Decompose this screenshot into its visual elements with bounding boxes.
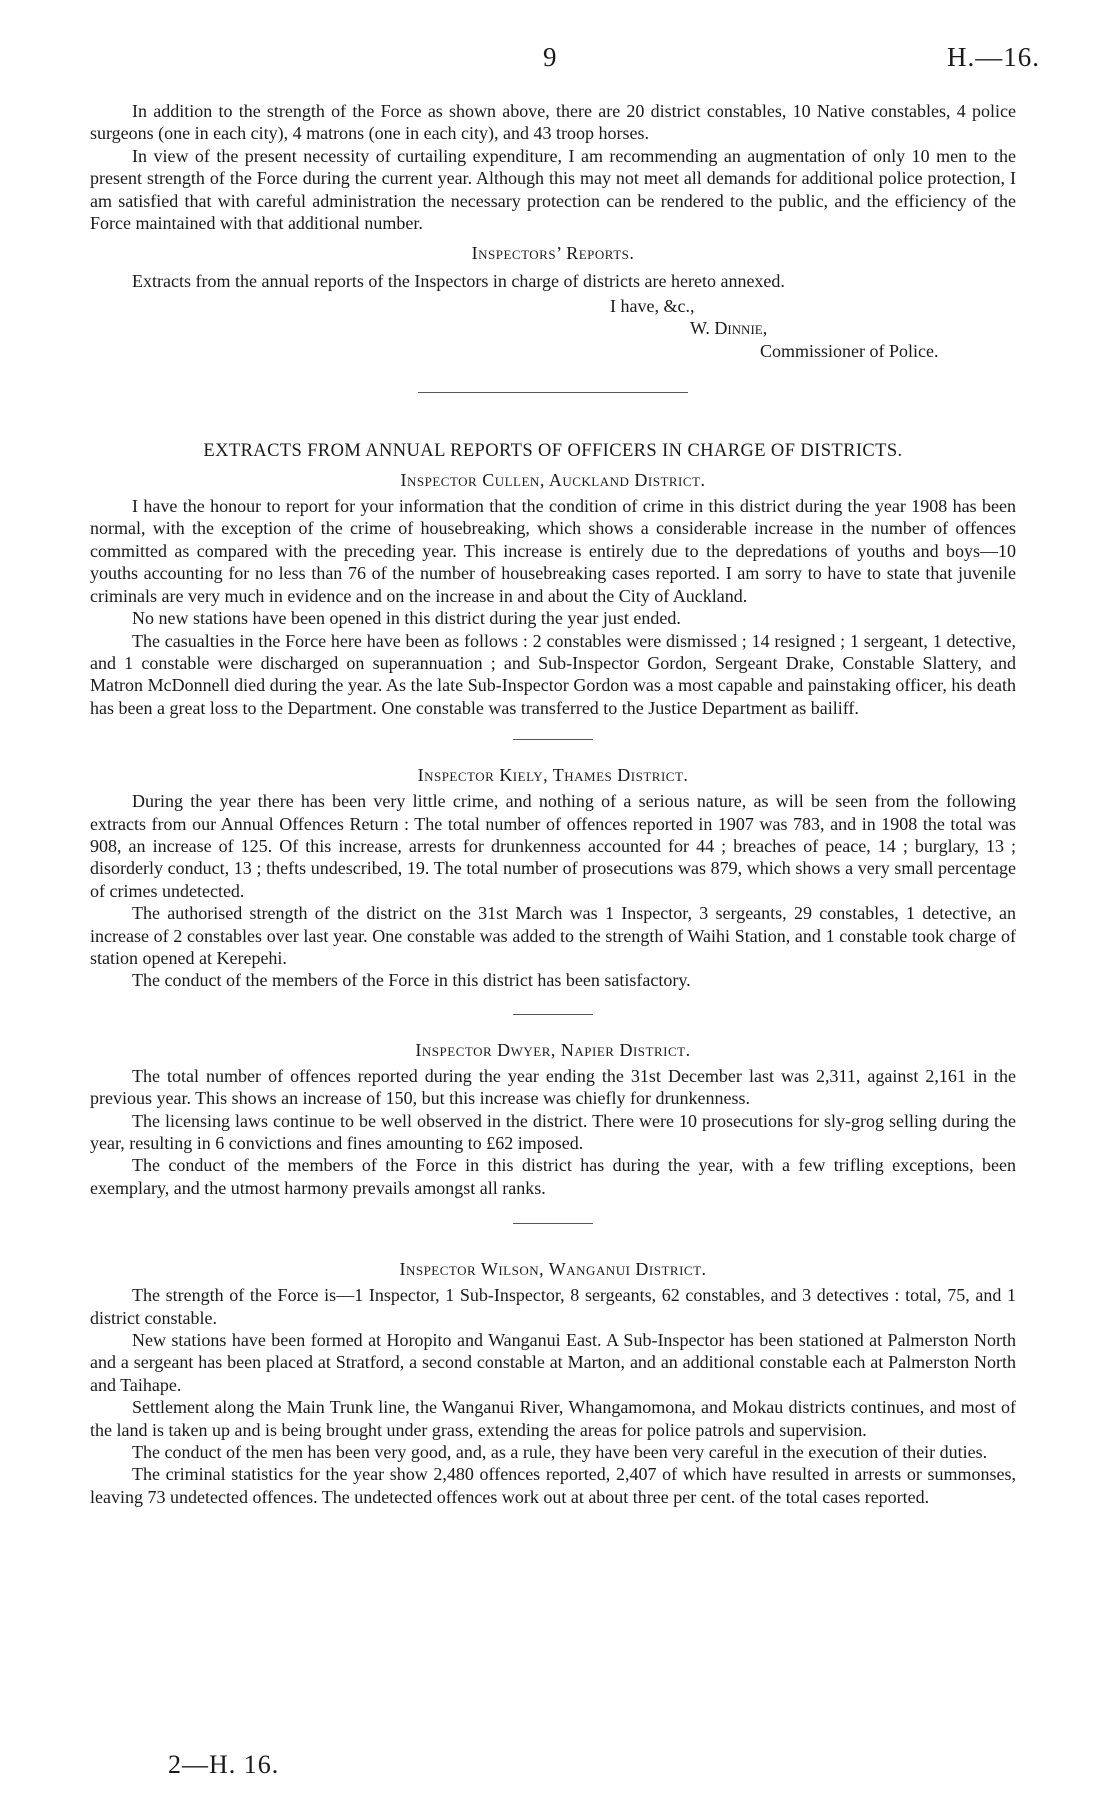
divider-rule xyxy=(513,739,593,740)
section-paragraph: The conduct of the members of the Force in this district has been satisfactory. xyxy=(132,970,691,991)
section-paragraph: New stations have been formed at Horopito and Wanganui East. A Sub-Inspector has been stationed at Palmerston North and a sergeant has been placed at Stratford, a second constable at Marton, and an additional constable each at Palmerston North and Taihape. xyxy=(90,1330,1016,1395)
section-paragraph: The criminal statistics for the year show 2,480 offences reported, 2,407 of which have resulted in arrests or summonses, leaving 73 undetected offences. The undetected offences work out at about three per cent. of the total cases reported. xyxy=(90,1464,1016,1507)
section-paragraph: The casualties in the Force here have been as follows : 2 constables were dismissed ; 14 resigned ; 1 sergeant, 1 detective, and 1 constable were discharged on superannuation ; and Sub-Inspector Gordon, Sergeant Drake, Constable Slattery, and Matron McDonnell died during the year. As the late Sub-Inspector Gordon was a most capable and painstaking officer, his death has been a great loss to the Department. One constable was transferred to the Justice Department as bailiff. xyxy=(90,630,1016,718)
divider-rule xyxy=(513,1223,593,1224)
section-heading: Inspector Dwyer, Napier District. xyxy=(415,1039,691,1060)
inspectors-reports-heading: Inspectors’ Reports. xyxy=(471,243,635,264)
section-paragraph: The total number of offences reported during the year ending the 31st December last was 2,311, against 2,161 in the previous year. This shows an increase of 150, but this increase was chiefly for drunkenness. xyxy=(90,1065,1016,1109)
section-paragraph: The strength of the Force is—1 Inspector, 1 Sub-Inspector, 8 sergeants, 62 constables, and 3 detectives : total, 75, and 1 district constable. xyxy=(90,1285,1016,1328)
section-wanganui xyxy=(90,1258,1016,1508)
divider-rule xyxy=(513,1014,593,1015)
signer-title: Commissioner of Police. xyxy=(760,340,939,361)
section-napier xyxy=(90,1039,1016,1199)
section-paragraph: The authorised strength of the district on the 31st March was 1 Inspector, 3 sergeants, 29 constables, 1 detective, an increase of 2 constables over last year. One constable was added to the strength of Waihi Station, and 1 constable took charge of station opened at Kerepehi. xyxy=(90,903,1016,968)
page-number: 9 xyxy=(543,42,557,72)
section-thames xyxy=(90,764,1016,992)
section-auckland xyxy=(90,469,1016,719)
intro-paragraph-1: In addition to the strength of the Force as shown above, there are 20 district constables, 10 Native constables, 4 police surgeons (one in each city), 4 matrons (one in each city), and 43 troop horses. xyxy=(90,101,1016,144)
signature-mark: 2—H. 16. xyxy=(168,1750,280,1779)
section-heading: Inspector Wilson, Wanganui District. xyxy=(399,1259,707,1280)
page-body xyxy=(90,100,1016,1508)
section-paragraph: During the year there has been very little crime, and nothing of a serious nature, as will be seen from the following extracts from our Annual Offences Return : The total number of offences reported in 1907 was 783, and in 1908 the total was 908, an increase of 125. Of this increase, arrests for drunkenness accounted for 44 ; breaches of peace, 14 ; burglary, 13 ; disorderly conduct, 13 ; thefts undescribed, 19. The total number of prosecutions was 879, which shows a very small percentage of crimes undetected. xyxy=(90,791,1016,901)
section-paragraph: The licensing laws continue to be well observed in the district. There were 10 prosecutions for sly-grog selling during the year, resulting in 6 convictions and fines amounting to £62 imposed. xyxy=(90,1110,1016,1153)
section-paragraph: No new stations have been opened in this district during the year just ended. xyxy=(132,608,681,629)
main-title: EXTRACTS FROM ANNUAL REPORTS OF OFFICERS IN CHARGE OF DISTRICTS. xyxy=(203,441,903,462)
section-paragraph: Settlement along the Main Trunk line, the Wanganui River, Whangamomona, and Mokau districts continues, and most of the land is taken up and is being brought under grass, extending the areas for police patrols and supervision. xyxy=(90,1397,1016,1440)
divider-rule xyxy=(418,392,688,393)
section-paragraph: The conduct of the men has been very good, and, as a rule, they have been very careful in the execution of their duties. xyxy=(132,1442,988,1463)
closing-line: I have, &c., xyxy=(610,295,695,316)
section-paragraph: The conduct of the members of the Force in this district has during the year, with a few trifling exceptions, been exemplary, and the utmost harmony prevails amongst all ranks. xyxy=(90,1155,1016,1198)
inspectors-reports-text: Extracts from the annual reports of the Inspectors in charge of districts are hereto annexed. xyxy=(132,271,785,292)
section-paragraph: I have the honour to report for your information that the condition of crime in this district during the year 1908 has been normal, with the exception of the crime of housebreaking, which shows a considerable increase in the number of offences committed as compared with the preceding year. This increase is entirely due to the depredations of youths and boys—10 youths accounting for no less than 76 of the number of housebreaking cases reported. I am sorry to have to state that juvenile criminals are very much in evidence and on the increase in and about the City of Auckland. xyxy=(90,496,1016,606)
section-heading: Inspector Cullen, Auckland District. xyxy=(400,470,706,491)
intro-paragraph-2: In view of the present necessity of curtailing expenditure, I am recommending an augmentation of only 10 men to the present strength of the Force during the current year. Although this may not meet all demands for additional police protection, I am satisfied that with careful administration the necessary protection can be rendered to the public, and the efficiency of the Force maintained with that additional number. xyxy=(90,145,1016,234)
signer-name: W. Dinnie, xyxy=(690,318,768,339)
section-heading: Inspector Kiely, Thames District. xyxy=(417,765,689,786)
document-code: H.—16. xyxy=(947,42,1040,72)
